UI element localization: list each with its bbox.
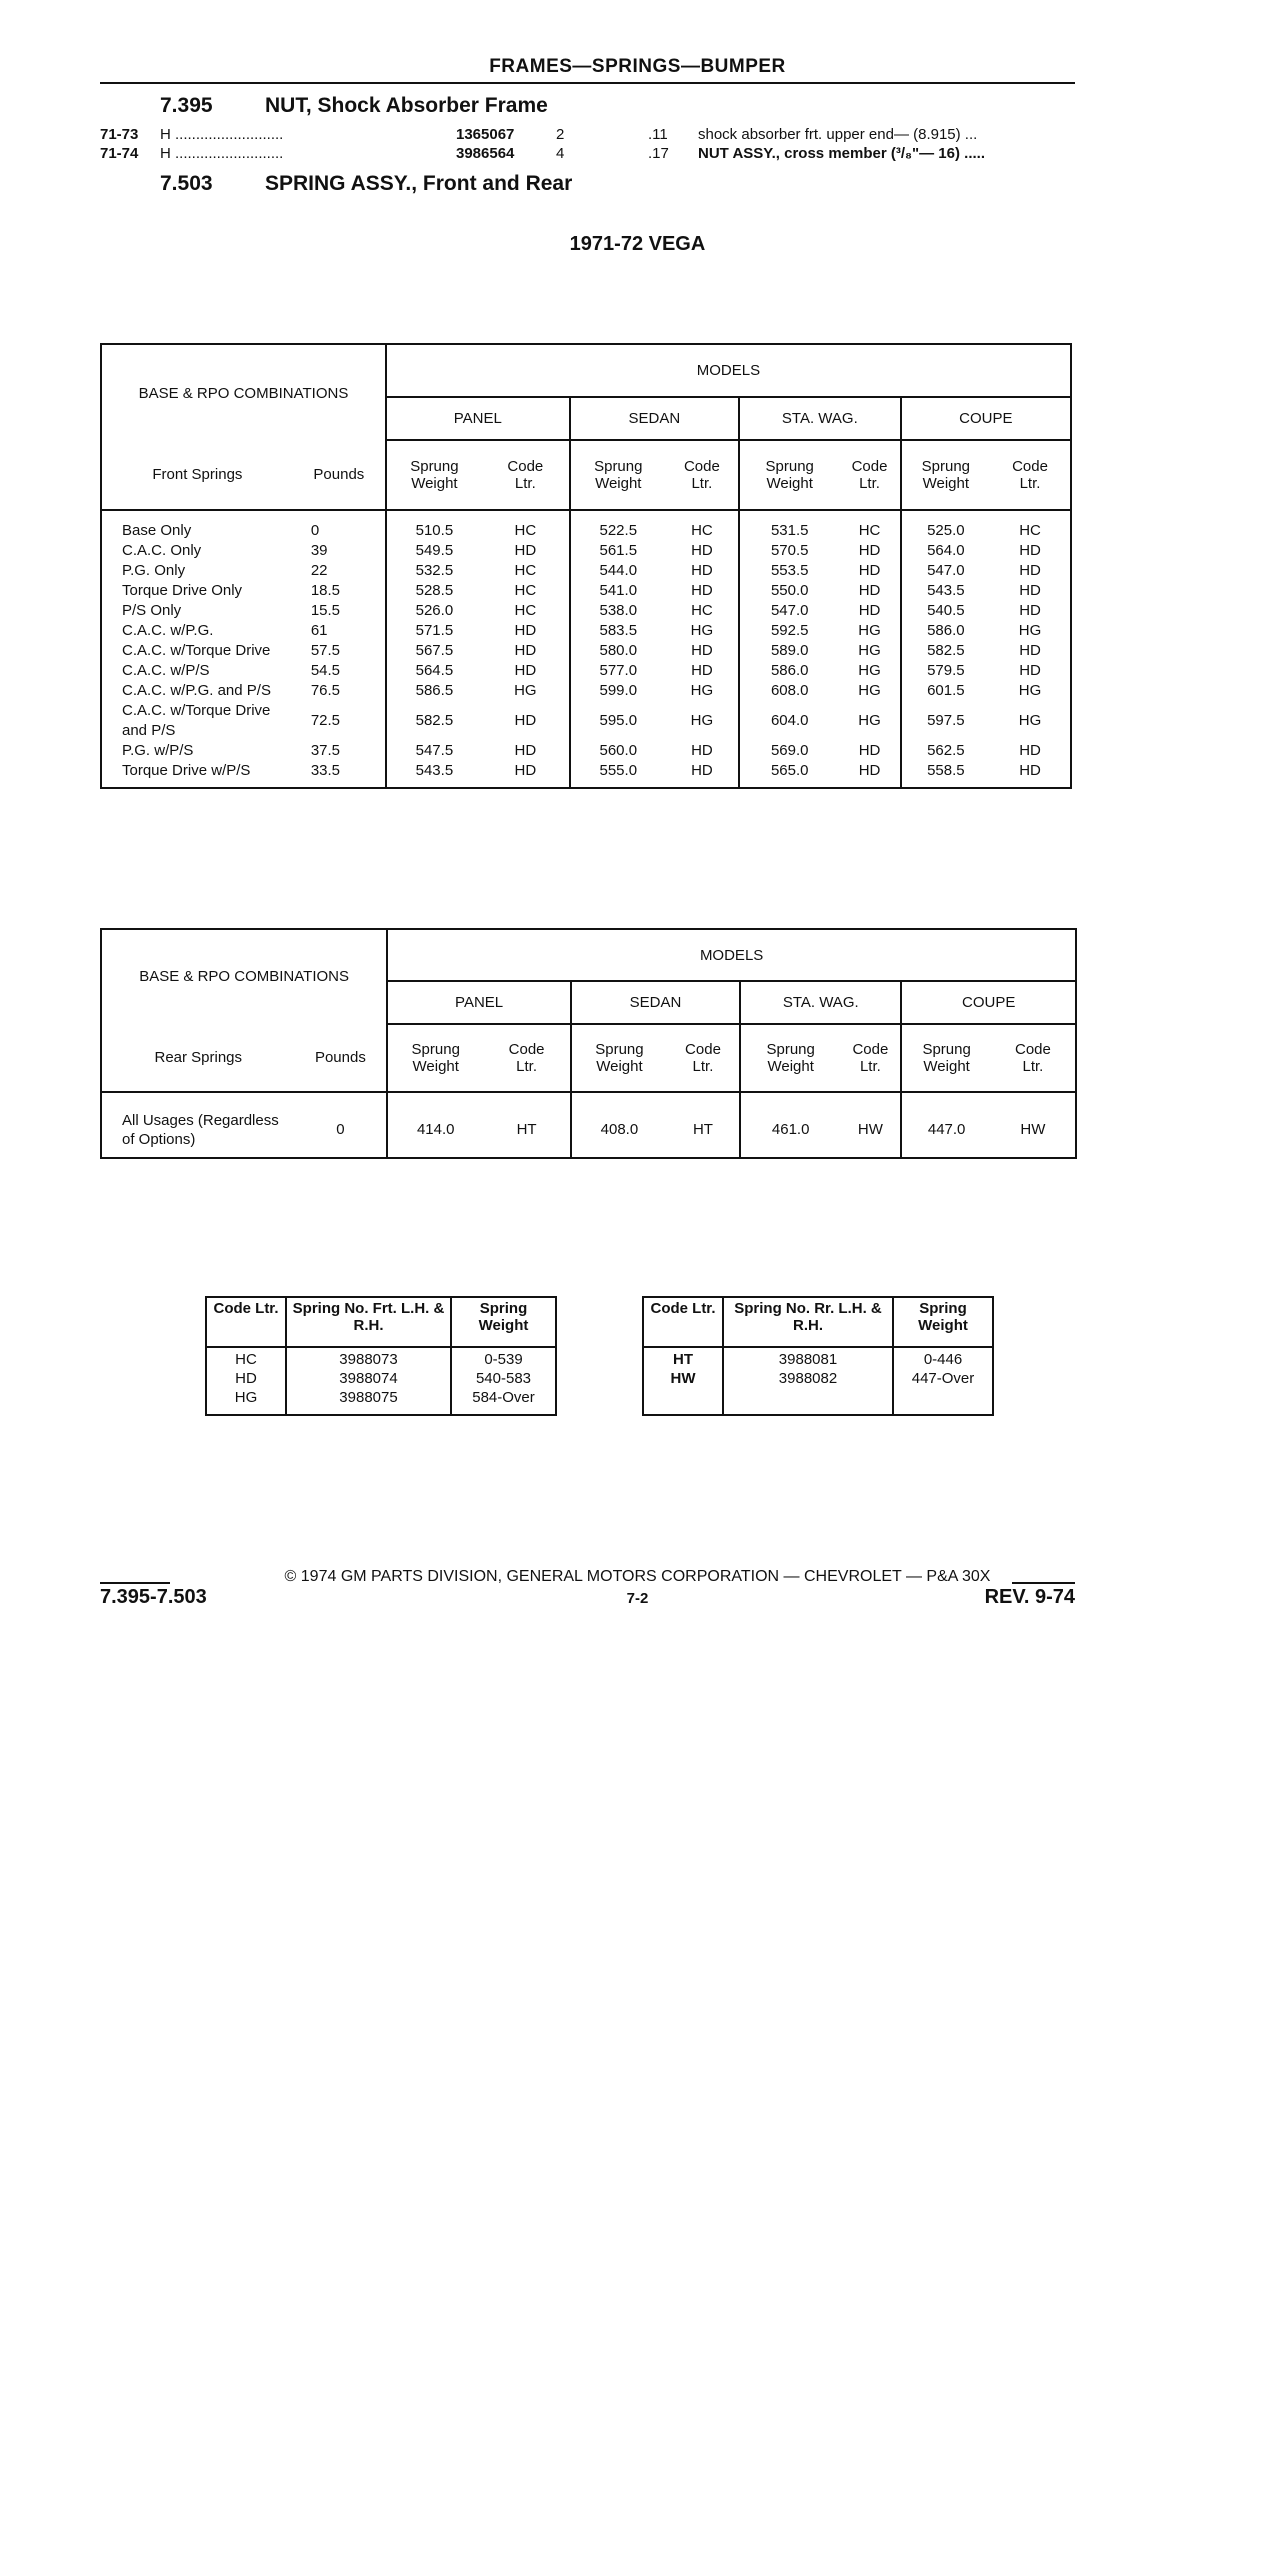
code-ltr-value: HD [858, 562, 881, 579]
sprung-weight-value: 531.5 [739, 510, 839, 541]
footer-revision: REV. 9-74 [984, 1586, 1075, 1608]
code-ltr-value: HD [858, 582, 881, 599]
spring-no-header: Spring No. Frt. L.H. & R.H. [286, 1297, 451, 1347]
code-ltr-value: HD [691, 642, 713, 659]
code-ltr-value: HD [691, 762, 713, 779]
table-row [101, 701, 1071, 741]
section-number: 7.503 [160, 172, 213, 195]
model-coupe: COUPE [901, 397, 1071, 440]
pounds-value: 37.5 [310, 742, 341, 759]
model-panel: PANEL [387, 981, 571, 1024]
sprung-weight-value: 569.0 [739, 741, 839, 761]
code-ltr-value: HG [858, 682, 881, 699]
sprung-weight-value: 589.0 [739, 641, 839, 661]
rear-springs-table [100, 928, 1077, 1159]
spring-no-column [723, 1347, 893, 1415]
sprung-weight-value: 586.0 [739, 661, 839, 681]
code-ltr-value: HD [1019, 662, 1041, 679]
code-ltr-value: HD [691, 562, 713, 579]
code-ltr-label: Code Ltr. [482, 440, 570, 510]
code-ltr-value: HD [1019, 642, 1041, 659]
code-ltr-value: HG [1018, 682, 1042, 699]
part-years: 71-73 [100, 126, 139, 143]
code-ltr-label: Code Ltr. [483, 1024, 571, 1092]
code-ltr-value: HD [514, 542, 537, 559]
spring-weight-header: Spring Weight [451, 1297, 556, 1347]
table-row [101, 661, 1071, 681]
section-7503 [160, 172, 572, 196]
sprung-weight-value: 555.0 [570, 761, 666, 788]
code-ltr-label: Code Ltr. [991, 1024, 1076, 1092]
sprung-weight-value: 601.5 [901, 681, 990, 701]
code-ltr-value: HG [514, 682, 537, 699]
models-header: MODELS [386, 344, 1071, 397]
code-ltr-value: HD [691, 542, 713, 559]
spring-weight-value: 584-Over [472, 1389, 535, 1406]
sprung-weight-value: 564.5 [386, 661, 482, 681]
section-number: 7.395 [160, 94, 213, 117]
sprung-weight-value: 510.5 [386, 510, 482, 541]
combination-name: P.G. w/P/S [122, 742, 194, 759]
code-ltr-value: HC [514, 602, 537, 619]
model-sta-wag: STA. WAG. [739, 397, 901, 440]
code-ltr-value: HD [1019, 742, 1041, 759]
spring-no-value: 3988075 [339, 1389, 398, 1406]
code-ltr-value: HD [1019, 602, 1041, 619]
footer-page-number: 7-2 [626, 1590, 649, 1607]
front-code-table [205, 1296, 557, 1416]
sprung-weight-value: 608.0 [739, 681, 839, 701]
sprung-weight-value: 543.5 [901, 581, 990, 601]
part-qty: 4 [556, 145, 565, 162]
code-ltr-value: HD [514, 712, 537, 729]
table-row [101, 601, 1071, 621]
model-year-title: 1971-72 VEGA [569, 233, 706, 255]
sprung-weight-value: 604.0 [739, 701, 839, 741]
table-row [101, 641, 1071, 661]
code-value: HW [670, 1370, 696, 1387]
code-ltr-column [206, 1347, 286, 1415]
spring-weight-value: 540-583 [475, 1370, 532, 1387]
spring-weight-value: 0-539 [484, 1351, 523, 1368]
sprung-weight-value: 586.0 [901, 621, 990, 641]
sprung-weight-label: Sprung Weight [387, 1024, 483, 1092]
sprung-weight-value: 532.5 [386, 561, 482, 581]
code-ltr-header: Code Ltr. [643, 1297, 723, 1347]
pounds-value: 76.5 [310, 682, 341, 699]
code-ltr-value: HC [514, 562, 537, 579]
code-ltr-value: HW [857, 1121, 883, 1138]
sprung-weight-value: 599.0 [570, 681, 666, 701]
spring-no-value: 3988073 [339, 1351, 398, 1368]
header-rule [100, 82, 1075, 84]
code-ltr-value: HD [691, 742, 713, 759]
sprung-weight-value: 560.0 [570, 741, 666, 761]
code-ltr-value: HD [691, 582, 713, 599]
sprung-weight-value: 553.5 [739, 561, 839, 581]
sprung-weight-value: 547.0 [739, 601, 839, 621]
part-desc: NUT ASSY., cross member (³/₈"— 16) ..... [698, 145, 985, 162]
page-header-title: FRAMES—SPRINGS—BUMPER [489, 56, 786, 77]
code-ltr-value: HG [690, 622, 714, 639]
sprung-weight-value: 562.5 [901, 741, 990, 761]
sprung-weight-value: 461.0 [740, 1092, 840, 1158]
table-row [101, 681, 1071, 701]
sprung-weight-value: 564.0 [901, 541, 990, 561]
code-ltr-value: HD [858, 542, 881, 559]
code-ltr-value: HT [692, 1121, 713, 1138]
combination-name: P/S Only [122, 602, 182, 619]
part-years: 71-74 [100, 145, 139, 162]
model-sta-wag: STA. WAG. [740, 981, 901, 1024]
part-desc: shock absorber frt. upper end— (8.915) ... [698, 126, 978, 143]
sprung-weight-value: 538.0 [570, 601, 666, 621]
sprung-weight-value: 547.5 [386, 741, 482, 761]
code-ltr-value: HD [1019, 582, 1041, 599]
sprung-weight-value: 541.0 [570, 581, 666, 601]
sprung-weight-value: 547.0 [901, 561, 990, 581]
sprung-weight-value: 571.5 [386, 621, 482, 641]
sprung-weight-value: 549.5 [386, 541, 482, 561]
code-ltr-value: HG [858, 622, 881, 639]
code-ltr-label: Code Ltr. [990, 440, 1071, 510]
sprung-weight-label: Sprung Weight [739, 440, 839, 510]
code-value: HG [234, 1389, 258, 1406]
table-row [101, 741, 1071, 761]
table-row [101, 581, 1071, 601]
combination-name: All Usages (Regardless of Options) [122, 1112, 279, 1148]
code-ltr-value: HC [514, 582, 537, 599]
sprung-weight-label: Sprung Weight [571, 1024, 667, 1092]
code-ltr-value: HG [1018, 622, 1042, 639]
code-ltr-value: HD [514, 642, 537, 659]
spring-weight-value: 447-Over [911, 1370, 975, 1387]
sprung-weight-value: 522.5 [570, 510, 666, 541]
code-ltr-value: HG [1018, 712, 1042, 729]
table-row [101, 510, 1071, 541]
sprung-weight-value: 577.0 [570, 661, 666, 681]
table-row [101, 1092, 1076, 1158]
sprung-weight-value: 561.5 [570, 541, 666, 561]
code-ltr-label: Code Ltr. [667, 1024, 740, 1092]
sprung-weight-value: 586.5 [386, 681, 482, 701]
combination-name: Torque Drive w/P/S [122, 762, 251, 779]
sprung-weight-label: Sprung Weight [901, 1024, 990, 1092]
copyright-line: © 1974 GM PARTS DIVISION, GENERAL MOTORS CORPORATION — CHEVROLET — P&A 30X [284, 1568, 991, 1585]
model-panel: PANEL [386, 397, 570, 440]
code-ltr-value: HC [691, 602, 713, 619]
footer-section-range: 7.395-7.503 [100, 1586, 207, 1608]
code-ltr-label: Code Ltr. [840, 1024, 901, 1092]
pounds-value: 72.5 [310, 712, 341, 729]
code-ltr-value: HD [514, 662, 537, 679]
part-ref: .11 [648, 126, 668, 143]
code-ltr-value: HD [514, 622, 537, 639]
pounds-value: 54.5 [310, 662, 341, 679]
sprung-weight-value: 414.0 [387, 1092, 483, 1158]
sprung-weight-value: 543.5 [386, 761, 482, 788]
rear-code-table [642, 1296, 994, 1416]
code-ltr-value: HD [1019, 762, 1041, 779]
front-springs-table [100, 343, 1072, 789]
combination-name: C.A.C. w/P.G. [122, 622, 214, 639]
table-row [101, 761, 1071, 788]
spring-weight-header: Spring Weight [893, 1297, 993, 1347]
code-ltr-value: HG [690, 682, 714, 699]
code-ltr-value: HD [514, 742, 537, 759]
code-ltr-value: HD [858, 602, 881, 619]
base-rpo-header: BASE & RPO COMBINATIONS [139, 968, 349, 985]
spring-no-value: 3988082 [778, 1370, 838, 1387]
sprung-weight-label: Sprung Weight [740, 1024, 840, 1092]
code-ltr-value: HD [858, 762, 881, 779]
pounds-value: 0 [336, 1121, 345, 1138]
section-title: SPRING ASSY., Front and Rear [265, 172, 573, 195]
models-header: MODELS [387, 929, 1076, 981]
front-springs-label: Front Springs [101, 440, 293, 510]
part-type: H .......................... [160, 145, 284, 162]
code-ltr-column [643, 1347, 723, 1415]
sprung-weight-label: Sprung Weight [570, 440, 666, 510]
code-ltr-label: Code Ltr. [666, 440, 739, 510]
combination-name: C.A.C. w/P.G. and P/S [122, 682, 271, 699]
part-qty: 2 [556, 126, 565, 143]
code-ltr-value: HC [1019, 522, 1041, 539]
code-value: HC [235, 1351, 257, 1368]
section-title: NUT, Shock Absorber Frame [265, 94, 548, 117]
sprung-weight-value: 526.0 [386, 601, 482, 621]
code-ltr-value: HD [1019, 542, 1041, 559]
sprung-weight-value: 570.5 [739, 541, 839, 561]
sprung-weight-value: 550.0 [739, 581, 839, 601]
part-ref: .17 [648, 145, 669, 162]
sprung-weight-value: 408.0 [571, 1092, 667, 1158]
code-ltr-value: HG [858, 642, 881, 659]
sprung-weight-value: 583.5 [570, 621, 666, 641]
pounds-value: 0 [310, 522, 320, 539]
code-ltr-value: HD [1019, 562, 1041, 579]
rear-springs-label: Rear Springs [101, 1024, 295, 1092]
combination-name: C.A.C. Only [122, 542, 202, 559]
code-ltr-header: Code Ltr. [206, 1297, 286, 1347]
spring-no-header: Spring No. Rr. L.H. & R.H. [723, 1297, 893, 1347]
part-line-2 [100, 145, 1075, 163]
pounds-value: 22 [310, 562, 328, 579]
model-sedan: SEDAN [571, 981, 740, 1024]
code-ltr-value: HC [514, 522, 537, 539]
code-ltr-value: HC [691, 522, 713, 539]
sprung-weight-label: Sprung Weight [901, 440, 990, 510]
combination-name: C.A.C. w/P/S [122, 662, 210, 679]
sprung-weight-value: 567.5 [386, 641, 482, 661]
part-type: H .......................... [160, 126, 284, 143]
code-value: HT [673, 1351, 693, 1368]
pounds-value: 15.5 [310, 602, 341, 619]
part-number: 3986564 [456, 145, 515, 162]
sprung-weight-value: 544.0 [570, 561, 666, 581]
sprung-weight-value: 592.5 [739, 621, 839, 641]
code-ltr-value: HG [858, 712, 881, 729]
code-value: HD [235, 1370, 257, 1387]
sprung-weight-value: 579.5 [901, 661, 990, 681]
code-ltr-value: HD [858, 742, 881, 759]
part-line-1 [100, 126, 1075, 144]
spring-weight-column [451, 1347, 556, 1415]
code-ltr-value: HW [1020, 1121, 1046, 1138]
pounds-label: Pounds [295, 1024, 388, 1092]
code-ltr-value: HC [858, 522, 881, 539]
sprung-weight-value: 595.0 [570, 701, 666, 741]
combination-name: Base Only [122, 522, 192, 539]
table-row [101, 561, 1071, 581]
pounds-value: 61 [310, 622, 328, 639]
sprung-weight-value: 580.0 [570, 641, 666, 661]
spring-weight-column [893, 1347, 993, 1415]
sprung-weight-value: 582.5 [901, 641, 990, 661]
spring-weight-value: 0-446 [923, 1351, 963, 1368]
combination-name: Torque Drive Only [122, 582, 243, 599]
code-ltr-label: Code Ltr. [839, 440, 900, 510]
model-sedan: SEDAN [570, 397, 739, 440]
code-ltr-value: HT [516, 1121, 537, 1138]
part-number: 1365067 [456, 126, 515, 143]
pounds-value: 57.5 [310, 642, 341, 659]
table-row [101, 541, 1071, 561]
sprung-weight-value: 540.5 [901, 601, 990, 621]
code-ltr-value: HG [858, 662, 881, 679]
base-rpo-header: BASE & RPO COMBINATIONS [138, 385, 349, 402]
pounds-value: 33.5 [310, 762, 341, 779]
pounds-value: 18.5 [310, 582, 341, 599]
sprung-weight-value: 558.5 [901, 761, 990, 788]
sprung-weight-value: 528.5 [386, 581, 482, 601]
sprung-weight-value: 447.0 [901, 1092, 990, 1158]
sprung-weight-value: 582.5 [386, 701, 482, 741]
pounds-value: 39 [310, 542, 328, 559]
pounds-label: Pounds [293, 440, 386, 510]
spring-no-value: 3988074 [339, 1370, 398, 1387]
sprung-weight-value: 525.0 [901, 510, 990, 541]
combination-name: C.A.C. w/Torque Drive and P/S [122, 702, 271, 739]
spring-no-column [286, 1347, 451, 1415]
code-ltr-value: HD [691, 662, 713, 679]
section-7395 [160, 94, 548, 118]
sprung-weight-label: Sprung Weight [386, 440, 482, 510]
code-ltr-value: HG [690, 712, 714, 729]
spring-no-value: 3988081 [778, 1351, 838, 1368]
combination-name: P.G. Only [122, 562, 186, 579]
table-row [101, 621, 1071, 641]
code-ltr-value: HD [514, 762, 537, 779]
sprung-weight-value: 597.5 [901, 701, 990, 741]
combination-name: C.A.C. w/Torque Drive [122, 642, 271, 659]
model-coupe: COUPE [901, 981, 1076, 1024]
sprung-weight-value: 565.0 [739, 761, 839, 788]
